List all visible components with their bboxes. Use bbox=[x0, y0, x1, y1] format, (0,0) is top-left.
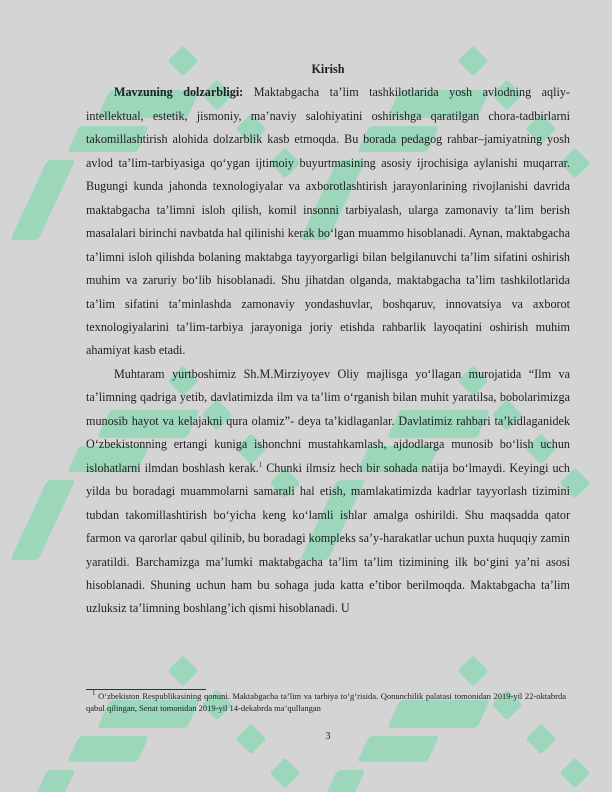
footnote-number: 1 bbox=[92, 689, 96, 698]
footnote-divider bbox=[86, 689, 206, 690]
document-body bbox=[86, 58, 570, 621]
paragraph-president-text: Muhtaram yurtboshimiz Sh.M.Mirziyoyev Oliy majlisga yo‘llagan murojatida “Ilm va ta’limning qadriga yetib, davlatimizda ilm va ta’lim o‘rganish bilan muhit yaratilsa, bobolarimizga munosib hayot va kelajakni qura olamiz”- deya ta’kidlaganlar. Davlatimiz rahbari ta’kidlaganidek O‘zbekistonning ertangi kuniga ishonchni mustahkamlash, ajdodlarga munosib bo‘lish uchun islohatlarni ilmdan boshlash kerak. bbox=[86, 366, 570, 475]
paragraph-relevance bbox=[86, 81, 570, 362]
footnote-marker[interactable]: 1 bbox=[258, 460, 263, 469]
page-number: 3 bbox=[325, 731, 331, 742]
paragraph-relevance-text: Maktabgacha ta’lim tashkilotlarida yosh avlodning aqliy-intellektual, estetik, jismoniy, ma’naviy salohiyatini oshirishga qaratilgan chora-tadbirlarni takomillashtirish alohida dolzarblik kasb etmoqda. Bu borada pedagog rahbar–jamiyatning yosh avlod ta’lim-tarbiyasiga qo‘ygan ijtimoiy buyurtmasining asosiy ijrochisiga aylanishi muqarrar. Bugungi kunda jahonda texnologiyalar va axborotlashtirish jarayonlarining rivojlanishi davrida maktabgacha ta’limni isloh qilish, komil insonni tarbiyalash, ularga zamonaviy ta’lim berish masalalari birinchi navbatda hal qilinishi kerak bo‘lgan muammo hisoblanadi. Aynan, maktabgacha ta’limni isloh qilishda bolaning maktabga tayyorgarligi bilan belgilanuvchi ta’lim sifatini oshirish muhim va zaruriy bo‘lib hisoblanadi. Shu jihatdan olganda, maktabgacha ta’lim tashkilotlarida ta’lim sifatini ta’minlashda zamonaviy yondashuvlar, boshqaruv, innovatsiya va axborot texnologiyalarini ta’lim-tarbiya jarayoniga joriy etishda rahbarlik layoqatini oshirish muhim ahamiyat kasb etadi. bbox=[86, 85, 570, 358]
paragraph-president bbox=[86, 363, 570, 621]
relevance-lead: Mavzuning dolzarbligi: bbox=[114, 85, 244, 100]
footnote bbox=[86, 691, 566, 714]
paragraph-president-text-continued: Chunki ilmsiz hech bir sohada natija bo‘lmaydi. Keyingi uch yilda bu boradagi muammolarni samarali hal etish, mamlakatimizda kadrlar tayyorlash tizimini tubdan takomillashtirish bo‘yicha keng ko‘lamli ishlar amalga oshirildi. Shu maqsadda qator farmon va qarorlar qabul qilinib, bu boradagi kompleks sa’y-harakatlar uchun puxta huquqiy zamin yaratildi. Barchamizga ma’lumki maktabgacha ta’lim ta’lim tizimining ilk bo‘gini ya’ni asosi hisoblanadi. Shuning uchun ham bu sohaga juda katta e’tibor berilmoqda. Maktabgacha ta’lim uzluksiz ta’limning boshlang’ich qismi hisoblanadi. U bbox=[86, 460, 570, 616]
footnote-text: O‘zbekiston Respublikasining qonuni. Maktabgacha ta’lim va tarbiya to‘g‘risida. Qonunchilik palatasi tomonidan 2019-yil 22-oktabrda qabul qilingan, Senat tomonidan 2019-yil 14-dekabrda ma’qullangan bbox=[86, 691, 567, 713]
document-title: Kirish bbox=[311, 62, 345, 76]
